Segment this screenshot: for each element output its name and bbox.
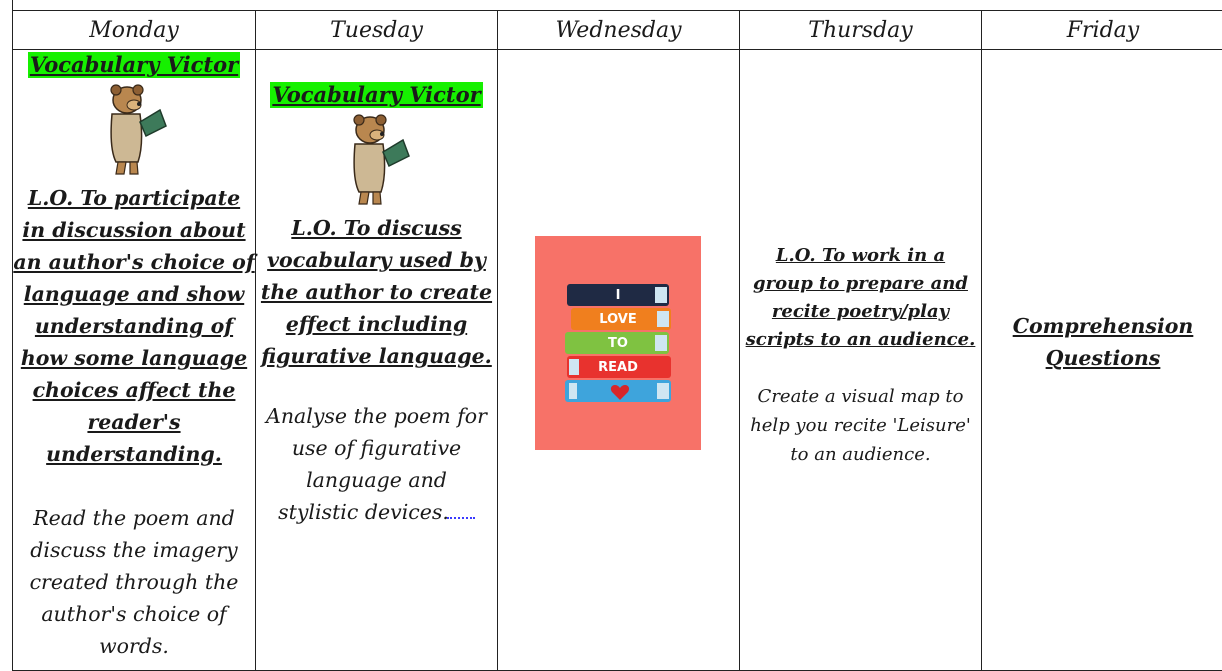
poster-word-love: LOVE (535, 312, 701, 327)
monday-task (13, 502, 255, 662)
task-line: language and (256, 464, 497, 496)
lo-line: understanding of (13, 310, 255, 342)
vocabulary-victor-label: Vocabulary Victor (28, 52, 240, 78)
header-wednesday: Wednesday (498, 11, 740, 50)
lo-line: in discussion about (13, 214, 255, 246)
task-line (256, 496, 497, 528)
lo-line: language and show (13, 278, 255, 310)
monday-cell (13, 50, 256, 671)
lo-line: choices affect the (13, 374, 255, 406)
task-line: Analyse the poem for (256, 400, 497, 432)
lo-line: an author's choice of (13, 246, 255, 278)
task-line: created through the (13, 566, 255, 598)
task-line: author's choice of (13, 598, 255, 630)
header-tuesday: Tuesday (256, 11, 498, 50)
lo-line: how some language (13, 342, 255, 374)
vocabulary-victor-bear-icon (94, 78, 174, 178)
vocabulary-victor-label: Vocabulary Victor (270, 82, 482, 108)
lo-line: effect including (256, 308, 497, 340)
thursday-learning-objective (740, 242, 981, 354)
friday-line: Questions (982, 342, 1222, 374)
lo-line: scripts to an audience. (740, 326, 981, 354)
spellcheck-underline (447, 517, 475, 519)
lo-line: understanding. (13, 438, 255, 470)
poster-word-to: TO (535, 336, 701, 351)
lo-line: L.O. To participate (13, 182, 255, 214)
lo-line: recite poetry/play (740, 298, 981, 326)
thursday-cell (740, 50, 982, 671)
wednesday-cell (498, 50, 740, 671)
task-line: words. (13, 630, 255, 662)
lo-line: the author to create (256, 276, 497, 308)
task-line: Read the poem and (13, 502, 255, 534)
poster-word-i: I (535, 288, 701, 303)
tuesday-cell (256, 50, 498, 671)
header-row (13, 11, 1222, 50)
header-monday: Monday (13, 11, 256, 50)
task-line: Create a visual map to (740, 382, 981, 411)
friday-activity (982, 310, 1222, 374)
vocabulary-victor-bear-icon (337, 108, 417, 208)
lo-line: group to prepare and (740, 270, 981, 298)
friday-cell (982, 50, 1222, 671)
lo-line: L.O. To discuss (256, 212, 497, 244)
thursday-task (740, 382, 981, 469)
tuesday-learning-objective (256, 212, 497, 372)
lo-line: L.O. To work in a (740, 242, 981, 270)
task-line: discuss the imagery (13, 534, 255, 566)
task-line: to an audience. (740, 440, 981, 469)
weekly-planner-table (12, 10, 1222, 671)
monday-learning-objective (13, 182, 255, 470)
i-love-to-read-poster (535, 236, 701, 450)
lo-line: vocabulary used by (256, 244, 497, 276)
lo-line: reader's (13, 406, 255, 438)
tuesday-task (256, 400, 497, 528)
task-line: help you recite 'Leisure' (740, 411, 981, 440)
friday-line: Comprehension (982, 310, 1222, 342)
poster-word-read: READ (535, 360, 701, 375)
task-line: use of figurative (256, 432, 497, 464)
lo-line: figurative language. (256, 340, 497, 372)
header-thursday: Thursday (740, 11, 982, 50)
header-friday: Friday (982, 11, 1222, 50)
top-border (12, 0, 1222, 10)
task-line-text: stylistic devices. (278, 500, 449, 524)
content-row (13, 50, 1222, 671)
